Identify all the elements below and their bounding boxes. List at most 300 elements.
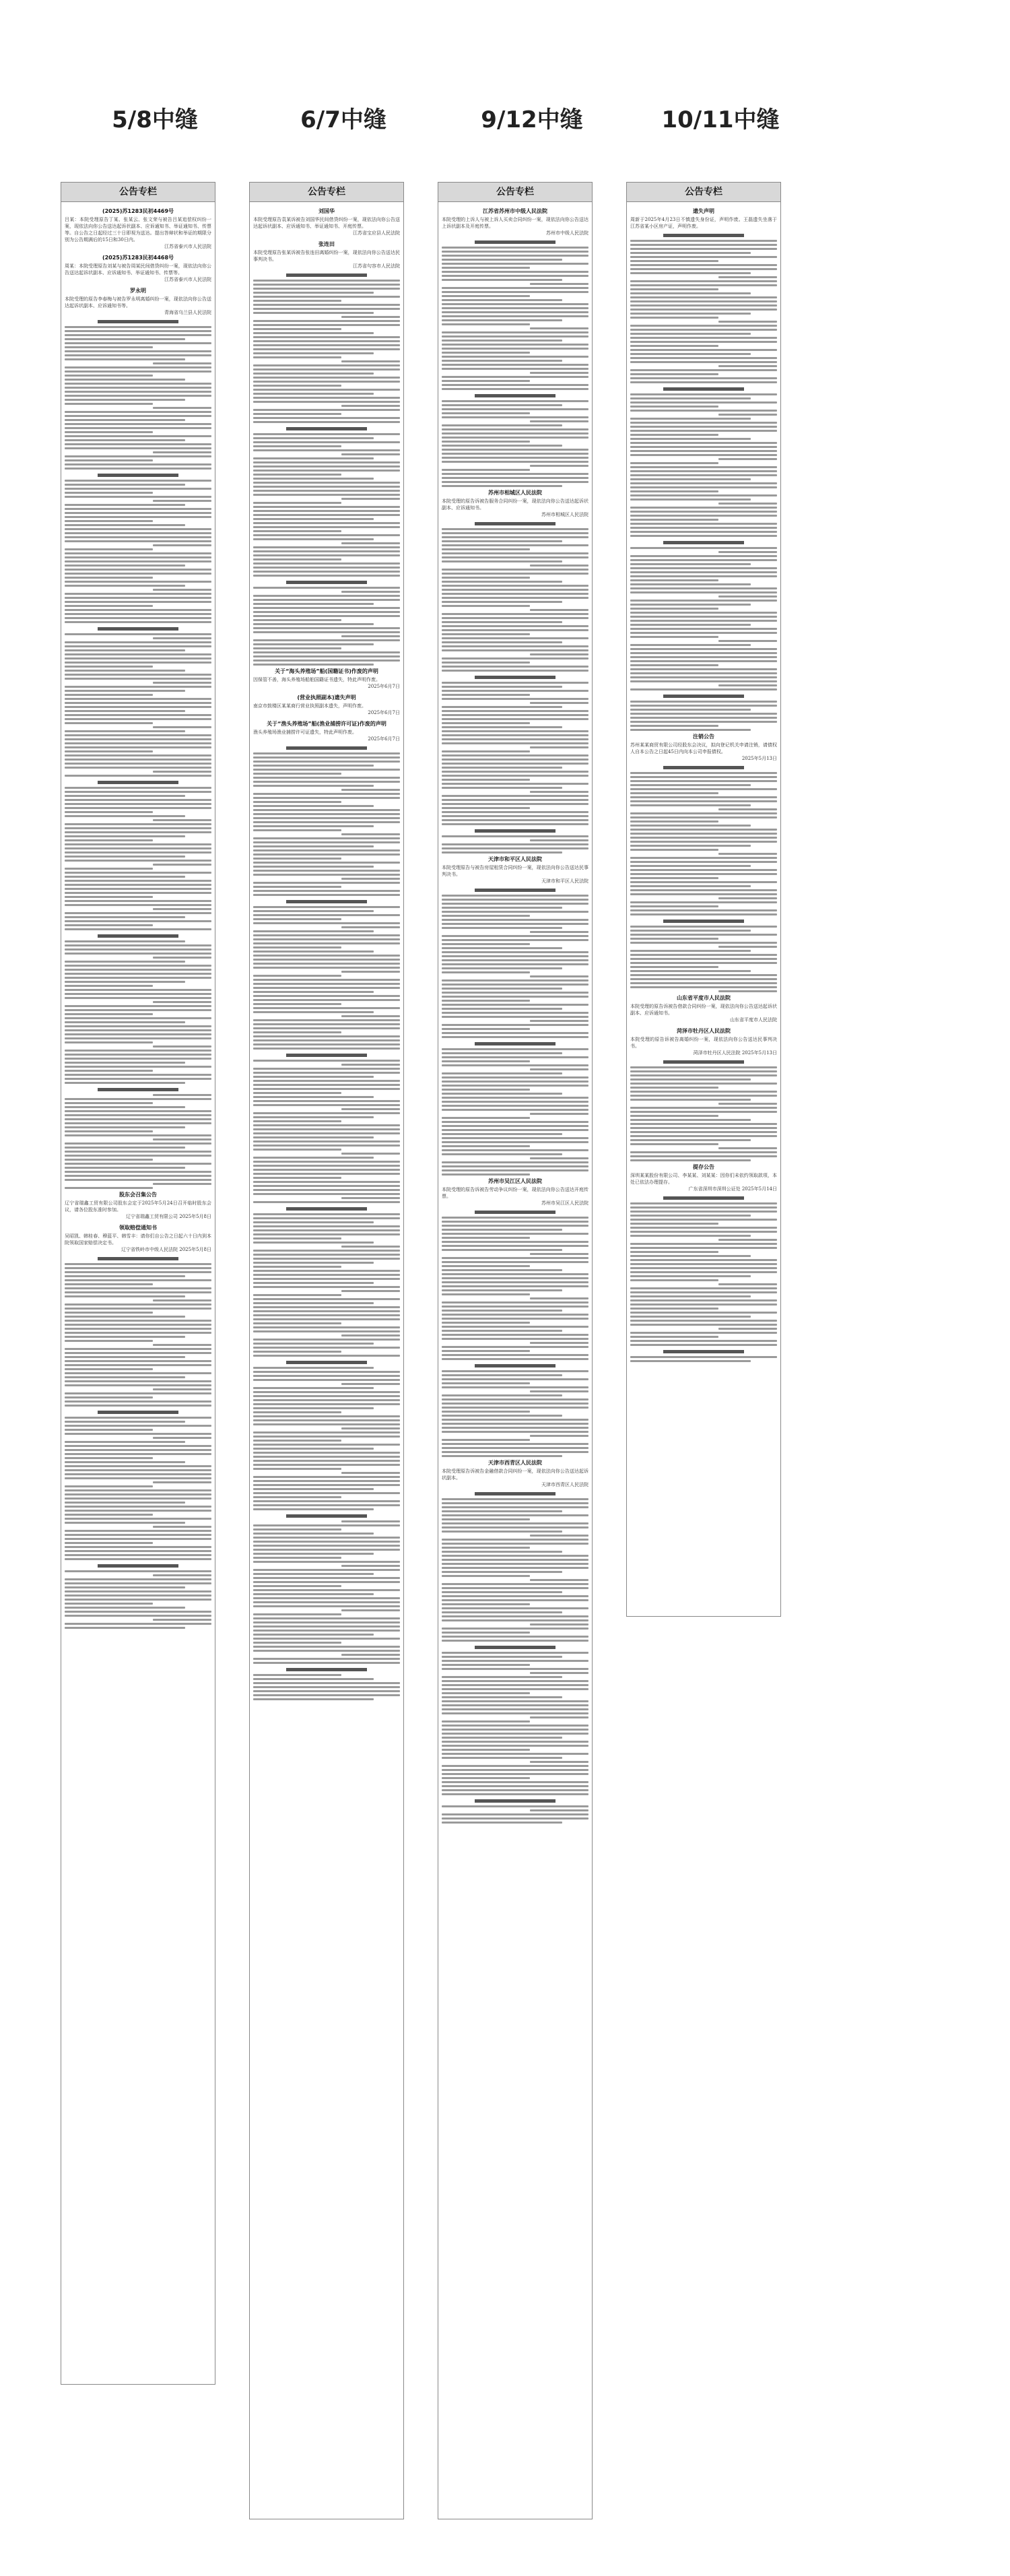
text-line (253, 530, 341, 532)
text-line (442, 287, 588, 289)
notice-item (442, 207, 588, 236)
text-line (442, 1265, 530, 1267)
text-line (153, 957, 211, 959)
text-line (630, 705, 777, 707)
text-line (630, 349, 777, 351)
text-line (253, 1423, 400, 1425)
text-line (65, 1025, 211, 1027)
text-line (442, 803, 588, 805)
text-line (253, 1452, 400, 1454)
text-line (630, 881, 777, 883)
text-line (442, 1599, 588, 1601)
text-line (253, 1589, 400, 1591)
notice-item (253, 694, 400, 716)
text-line (253, 647, 341, 649)
text-line (442, 481, 588, 483)
text-line (442, 1076, 588, 1078)
text-line (65, 1510, 211, 1512)
text-line (65, 754, 211, 756)
text-line (341, 635, 400, 637)
text-line (65, 730, 185, 732)
text-line (253, 1601, 400, 1603)
text-line (65, 1130, 153, 1132)
text-line (65, 633, 211, 635)
text-line (442, 416, 588, 418)
text-line (442, 641, 562, 643)
text-line (65, 455, 211, 457)
text-line (630, 1127, 777, 1129)
text-line (442, 1314, 588, 1316)
text-line (65, 463, 211, 465)
text-line (630, 304, 777, 307)
notice-title: 罗永明 (130, 288, 146, 294)
text-line (286, 1207, 367, 1211)
text-line (65, 722, 153, 724)
text-line (442, 1370, 588, 1372)
text-line (630, 1344, 777, 1346)
text-line (65, 1522, 185, 1524)
text-line (442, 1668, 588, 1670)
text-line (253, 777, 400, 779)
text-line (630, 1247, 777, 1249)
text-line (153, 1045, 211, 1048)
text-line (630, 264, 777, 266)
text-line (253, 773, 341, 775)
text-line (253, 991, 374, 993)
text-line (65, 1546, 211, 1548)
text-line (65, 690, 185, 692)
notice-item (65, 207, 211, 250)
text-line (65, 350, 211, 352)
notice-signature: 天津市和平区人民法院 (541, 878, 588, 884)
text-line (630, 401, 777, 404)
text-line (65, 944, 211, 946)
text-line (65, 403, 153, 405)
text-line (341, 1015, 400, 1017)
text-line (630, 1107, 777, 1109)
text-line (253, 1621, 400, 1623)
text-line (65, 1171, 211, 1173)
text-line (65, 1159, 153, 1161)
text-line (475, 394, 556, 397)
text-line (530, 931, 588, 933)
text-line (253, 1177, 341, 1179)
text-line (442, 1676, 562, 1678)
text-line (630, 454, 777, 456)
text-line (442, 1757, 562, 1759)
text-line (65, 556, 211, 558)
text-line (630, 1340, 777, 1342)
text-line (253, 1630, 400, 1632)
text-line (718, 684, 777, 686)
text-line (663, 766, 744, 769)
text-line (475, 240, 556, 244)
text-line (253, 1043, 400, 1045)
text-line (630, 397, 751, 399)
notice-item (630, 1027, 777, 1056)
text-line (65, 354, 211, 356)
text-line (630, 1078, 751, 1081)
text-line (442, 1012, 588, 1014)
text-line (253, 364, 400, 366)
text-line (65, 334, 211, 336)
text-line (65, 395, 211, 397)
text-line (442, 428, 588, 430)
text-line (530, 702, 588, 704)
text-line (253, 1173, 400, 1175)
text-line (253, 801, 341, 803)
text-line (630, 410, 777, 412)
text-line (65, 1066, 211, 1068)
text-line (718, 990, 777, 992)
text-line (253, 514, 400, 516)
text-line (442, 1008, 562, 1010)
text-line (65, 540, 211, 542)
text-line (253, 1367, 374, 1369)
text-line (442, 1386, 588, 1388)
text-line (65, 868, 153, 870)
text-line (253, 1229, 400, 1231)
text-line (253, 979, 400, 981)
text-line (65, 548, 153, 550)
text-line (98, 1088, 178, 1091)
text-line (630, 256, 777, 258)
text-line (253, 1678, 374, 1680)
text-line (442, 1789, 588, 1791)
text-line (65, 896, 153, 898)
text-line (253, 510, 400, 512)
text-line (253, 1573, 374, 1575)
text-line (286, 1668, 367, 1671)
text-line (65, 815, 185, 817)
notice-item (630, 994, 777, 1023)
notice-signature: 天津市西青区人民法院 (541, 1482, 588, 1487)
notice-signature: 辽宁省铁岭市中级人民法院 2025年5月8日 (121, 1247, 211, 1252)
text-line (65, 577, 153, 579)
text-line (630, 470, 777, 472)
text-line (253, 1306, 400, 1308)
text-line (65, 767, 211, 769)
text-line (65, 1493, 211, 1495)
text-line (442, 1725, 588, 1727)
text-line (442, 959, 588, 961)
text-line (253, 336, 400, 338)
text-line (475, 1211, 556, 1214)
text-line (442, 1720, 530, 1722)
text-line (630, 913, 777, 915)
text-line (253, 655, 400, 657)
text-line (253, 304, 400, 306)
text-line (65, 504, 185, 506)
text-line (442, 1346, 588, 1348)
text-line (442, 364, 588, 366)
text-line (442, 984, 588, 986)
text-line (442, 1431, 588, 1433)
text-line (630, 337, 777, 339)
text-line (65, 775, 211, 777)
text-line (65, 1534, 211, 1536)
notice-item (442, 856, 588, 884)
text-line (253, 951, 374, 953)
text-line (253, 1096, 374, 1098)
text-line (65, 1102, 153, 1104)
text-line (530, 283, 588, 285)
text-line (65, 1283, 153, 1285)
text-line (530, 1253, 588, 1255)
text-line (442, 633, 530, 635)
text-line (253, 421, 400, 423)
text-line (253, 328, 341, 330)
text-line (253, 482, 400, 484)
text-line (253, 1480, 400, 1482)
text-line (253, 1084, 400, 1086)
text-line (442, 1817, 588, 1820)
text-line (253, 603, 374, 605)
text-line (286, 427, 367, 430)
notice-title: 提存公告 (693, 1164, 714, 1170)
text-line (65, 431, 153, 433)
text-line (65, 1062, 185, 1064)
text-line (442, 835, 588, 837)
text-line (65, 492, 153, 494)
text-line (253, 817, 400, 819)
text-line (630, 616, 777, 618)
text-line (442, 1603, 530, 1605)
text-line (630, 869, 777, 871)
text-line (442, 1016, 588, 1018)
text-line (253, 809, 400, 811)
text-line (630, 1263, 777, 1265)
text-line (630, 829, 777, 831)
text-line (253, 942, 400, 944)
text-line (530, 372, 588, 374)
text-line (286, 1054, 367, 1057)
text-line (253, 756, 400, 759)
text-line (630, 418, 751, 420)
text-line (253, 1027, 400, 1029)
text-line (65, 831, 211, 833)
text-line (253, 368, 400, 371)
text-line (253, 465, 400, 468)
text-line (630, 1227, 777, 1229)
text-line (153, 500, 211, 502)
text-line (630, 966, 718, 968)
notice-signature: 2025年6月7日 (368, 736, 400, 742)
text-line (153, 1481, 211, 1483)
text-line (630, 701, 777, 703)
text-line (341, 1520, 400, 1522)
notice-title: 菏泽市牡丹区人民法院 (677, 1028, 731, 1034)
text-line (65, 1582, 211, 1584)
text-line (630, 1275, 751, 1277)
text-line (253, 1343, 374, 1345)
text-line (65, 1558, 211, 1560)
text-line (65, 1623, 211, 1625)
text-line (442, 368, 588, 370)
text-line (65, 1417, 211, 1419)
text-line (65, 1316, 185, 1318)
text-line (442, 1241, 588, 1243)
text-line (98, 1411, 178, 1414)
text-line (442, 1237, 530, 1239)
text-line (442, 1322, 530, 1324)
text-line (442, 955, 588, 957)
notice-title: 天津市和平区人民法院 (488, 856, 542, 862)
text-line (530, 975, 588, 977)
text-line (442, 718, 588, 720)
text-line (442, 569, 588, 571)
text-line (442, 1024, 588, 1026)
text-line (253, 1496, 341, 1498)
text-line (253, 1674, 341, 1676)
text-line (65, 710, 185, 712)
text-line (442, 295, 530, 297)
text-line (253, 461, 400, 463)
text-line (630, 478, 751, 480)
notice-item (442, 1459, 588, 1488)
text-line (153, 544, 211, 546)
text-line (630, 1312, 777, 1314)
notice-title: 关于“海头养殖场”船(国籍证书)作废的声明 (275, 668, 378, 674)
text-line (630, 772, 777, 774)
text-line (286, 1514, 367, 1518)
text-line (442, 1358, 588, 1360)
text-line (253, 664, 374, 666)
text-line (65, 1384, 211, 1386)
text-line (65, 1279, 211, 1281)
text-line (253, 849, 400, 851)
text-line (630, 474, 777, 476)
text-line (65, 977, 211, 979)
text-line (630, 519, 718, 521)
text-line (442, 1813, 588, 1815)
notice-text: 本院受理的原告诉被告劳动争议纠纷一案，现依法向你公告送达开庭传票。 (442, 1187, 588, 1199)
text-line (442, 1411, 530, 1413)
text-line (253, 478, 374, 480)
dense-text-block (442, 522, 588, 854)
text-line (630, 660, 777, 662)
text-line (253, 1007, 400, 1009)
text-line (442, 992, 588, 994)
text-line (253, 999, 400, 1001)
notice-column-1 (61, 182, 215, 2385)
notice-item (253, 668, 400, 690)
text-line (253, 797, 400, 799)
text-line (253, 1407, 374, 1409)
text-line (663, 695, 744, 698)
text-line (442, 457, 588, 459)
text-line (630, 559, 777, 561)
text-line (630, 486, 777, 488)
text-line (65, 1578, 211, 1580)
text-line (253, 1169, 400, 1171)
text-line (630, 668, 777, 670)
text-line (65, 1433, 211, 1435)
notice-title: 刘国华 (318, 208, 335, 214)
text-line (253, 344, 400, 346)
text-line (253, 805, 374, 807)
text-line (442, 923, 588, 925)
text-line (65, 961, 185, 963)
text-line (442, 1765, 588, 1767)
text-line (65, 795, 185, 797)
notice-item (253, 240, 400, 269)
notice-text: 本院受理的上诉人与被上诉人买卖合同纠纷一案，现依法向你公告送达上诉状副本及开庭传票。 (442, 217, 588, 229)
text-line (442, 1567, 588, 1569)
text-line (253, 1318, 400, 1320)
text-line (253, 866, 374, 868)
text-line (663, 1196, 744, 1200)
text-line (65, 447, 211, 449)
text-line (65, 674, 211, 676)
text-line (442, 585, 588, 587)
text-line (253, 1262, 374, 1264)
text-line (65, 1098, 211, 1100)
text-line (253, 1545, 400, 1547)
text-line (65, 1263, 211, 1265)
text-line (718, 946, 777, 948)
text-line (442, 388, 588, 390)
text-line (442, 247, 588, 249)
text-line (475, 676, 556, 679)
text-line (65, 1570, 211, 1572)
text-line (65, 1021, 185, 1023)
text-line (630, 958, 777, 960)
text-line (442, 895, 588, 897)
text-line (630, 780, 777, 782)
text-line (253, 1140, 400, 1142)
text-line (442, 279, 562, 281)
text-line (341, 316, 400, 318)
text-line (253, 1642, 341, 1644)
text-line (253, 1128, 400, 1130)
text-line (442, 1129, 588, 1131)
text-line (65, 860, 211, 862)
text-line (65, 435, 211, 437)
notice-title: 关于“渔头养殖场”船(渔业捕捞许可证)作废的声明 (267, 721, 386, 727)
notice-column-2 (249, 182, 404, 2519)
text-line (442, 1660, 588, 1662)
text-line (153, 362, 211, 364)
text-line (442, 1221, 588, 1223)
text-line (442, 380, 530, 382)
text-line (65, 1041, 153, 1043)
text-line (253, 1488, 374, 1490)
text-line (530, 1672, 588, 1674)
text-line (442, 1354, 588, 1356)
text-line (442, 742, 588, 744)
text-line (442, 593, 588, 595)
text-line (442, 1514, 588, 1516)
text-line (630, 1291, 777, 1293)
text-line (65, 1336, 185, 1338)
text-line (442, 851, 562, 854)
text-line (253, 1201, 400, 1203)
text-line (442, 303, 588, 305)
text-line (65, 1009, 211, 1011)
text-line (630, 1271, 777, 1273)
notice-title: 领取赔偿通知书 (119, 1225, 157, 1231)
text-line (442, 1518, 530, 1520)
text-line (253, 1189, 400, 1191)
text-line (530, 1809, 588, 1811)
text-line (65, 1324, 211, 1326)
text-line (65, 916, 185, 918)
text-line (442, 581, 562, 583)
text-line (253, 1092, 341, 1094)
notice-item (442, 489, 588, 518)
text-line (253, 1399, 400, 1401)
